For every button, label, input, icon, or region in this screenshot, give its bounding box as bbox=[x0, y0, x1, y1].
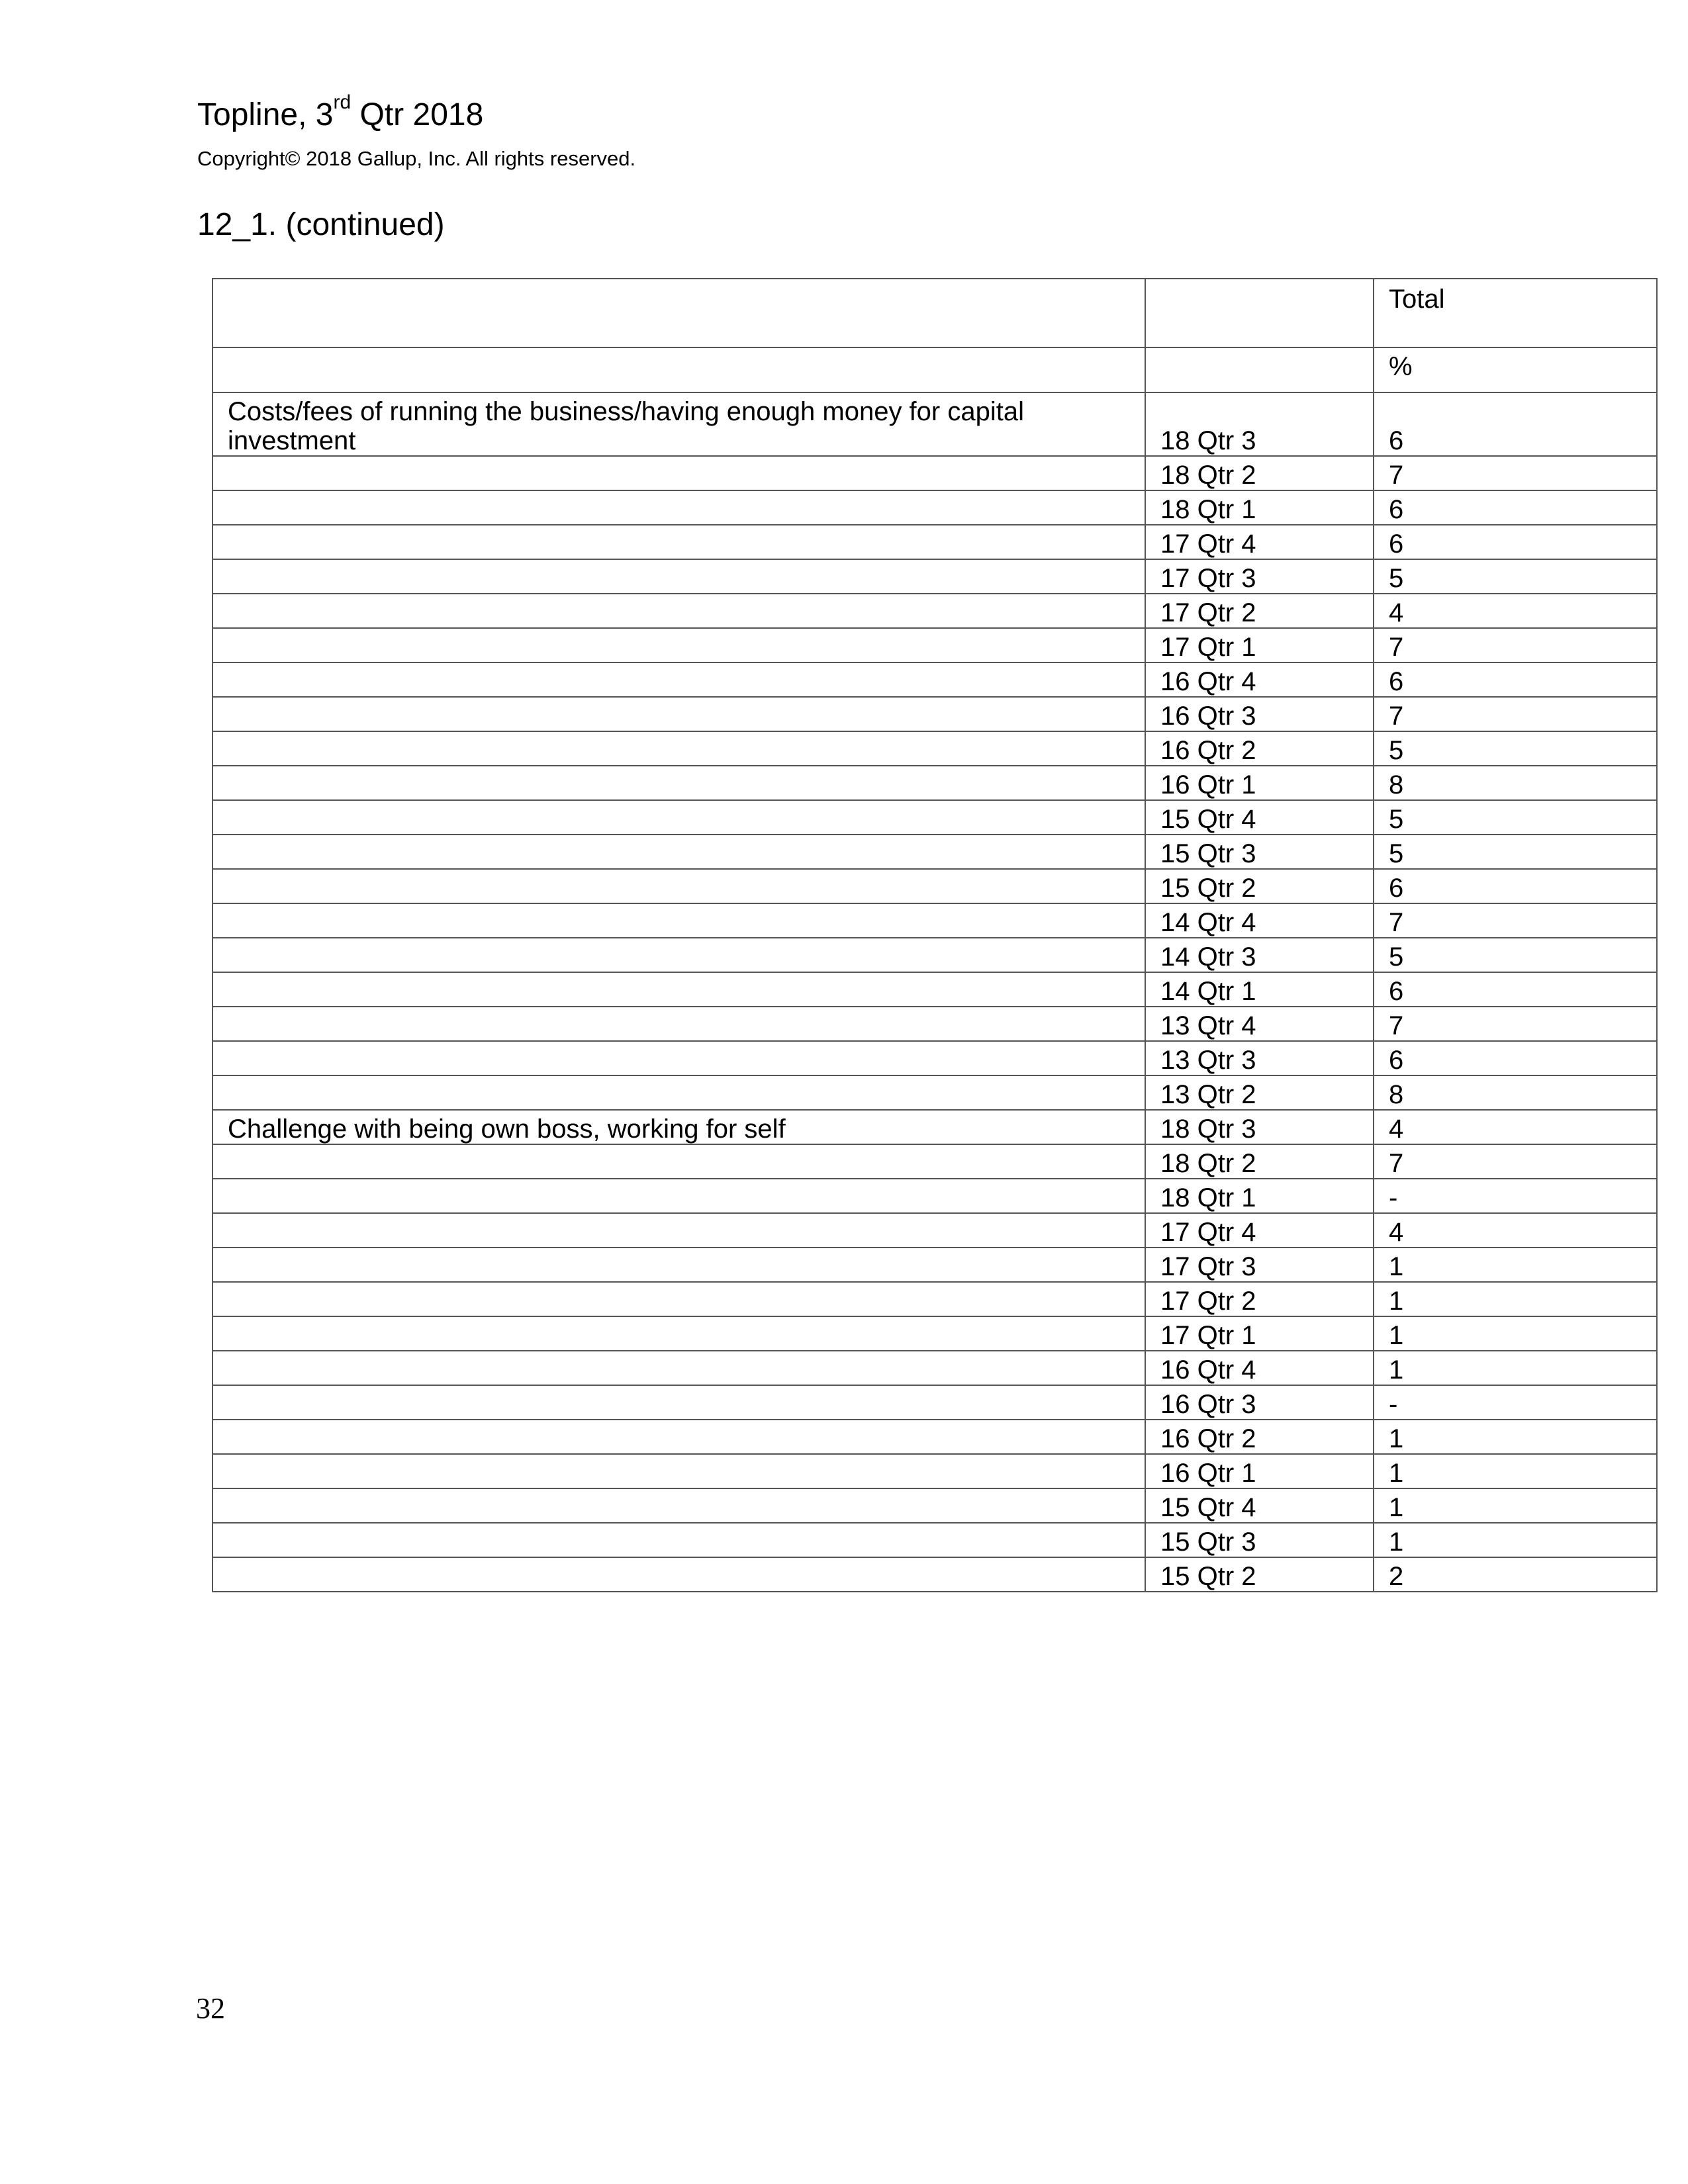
results-table bbox=[212, 278, 1658, 1592]
row-category-empty bbox=[212, 697, 1145, 731]
row-value: 6 bbox=[1374, 525, 1657, 559]
table-row bbox=[212, 1351, 1657, 1385]
row-period: 15 Qtr 2 bbox=[1145, 1557, 1374, 1592]
row-value: 8 bbox=[1374, 1075, 1657, 1110]
table-row bbox=[212, 662, 1657, 697]
units-period-cell bbox=[1145, 347, 1374, 392]
row-value: 6 bbox=[1374, 662, 1657, 697]
row-category-empty bbox=[212, 1351, 1145, 1385]
row-value: 6 bbox=[1374, 869, 1657, 903]
results-table-body bbox=[212, 279, 1657, 1592]
row-value: 4 bbox=[1374, 1110, 1657, 1144]
row-period: 15 Qtr 3 bbox=[1145, 1523, 1374, 1557]
row-category-empty bbox=[212, 835, 1145, 869]
row-period: 16 Qtr 2 bbox=[1145, 1420, 1374, 1454]
report-title-quarter: Qtr 2018 bbox=[351, 97, 484, 132]
table-row bbox=[212, 490, 1657, 525]
table-row bbox=[212, 392, 1657, 456]
table-row bbox=[212, 1523, 1657, 1557]
table-row bbox=[212, 456, 1657, 490]
row-period: 17 Qtr 2 bbox=[1145, 1282, 1374, 1316]
table-units-row bbox=[212, 347, 1657, 392]
row-value: 1 bbox=[1374, 1420, 1657, 1454]
table-row bbox=[212, 1110, 1657, 1144]
row-period: 17 Qtr 1 bbox=[1145, 628, 1374, 662]
row-category-empty bbox=[212, 1316, 1145, 1351]
row-period: 16 Qtr 2 bbox=[1145, 731, 1374, 766]
row-value: 6 bbox=[1374, 490, 1657, 525]
row-period: 16 Qtr 4 bbox=[1145, 1351, 1374, 1385]
row-period: 15 Qtr 2 bbox=[1145, 869, 1374, 903]
row-value: 6 bbox=[1374, 1041, 1657, 1075]
row-category-empty bbox=[212, 1041, 1145, 1075]
row-category-empty bbox=[212, 903, 1145, 938]
row-period: 17 Qtr 3 bbox=[1145, 1248, 1374, 1282]
table-row bbox=[212, 1213, 1657, 1248]
row-period: 14 Qtr 1 bbox=[1145, 972, 1374, 1007]
table-row bbox=[212, 525, 1657, 559]
row-category-empty bbox=[212, 456, 1145, 490]
copyright-notice: Copyright© 2018 Gallup, Inc. All rights reserved. bbox=[197, 147, 636, 170]
row-category-empty bbox=[212, 1282, 1145, 1316]
table-header-row bbox=[212, 279, 1657, 347]
table-row bbox=[212, 869, 1657, 903]
table-row bbox=[212, 1075, 1657, 1110]
row-category-empty bbox=[212, 490, 1145, 525]
row-category-empty bbox=[212, 869, 1145, 903]
row-period: 17 Qtr 4 bbox=[1145, 1213, 1374, 1248]
table-row bbox=[212, 628, 1657, 662]
header-label-cell bbox=[212, 279, 1145, 347]
row-period: 13 Qtr 4 bbox=[1145, 1007, 1374, 1041]
row-value: - bbox=[1374, 1385, 1657, 1420]
report-title bbox=[197, 91, 484, 134]
question-heading: 12_1. (continued) bbox=[197, 207, 445, 242]
row-value: 1 bbox=[1374, 1248, 1657, 1282]
row-value: 7 bbox=[1374, 628, 1657, 662]
table-row bbox=[212, 835, 1657, 869]
table-row bbox=[212, 1454, 1657, 1488]
row-value: 1 bbox=[1374, 1351, 1657, 1385]
row-category-empty bbox=[212, 1420, 1145, 1454]
table-row bbox=[212, 1248, 1657, 1282]
row-period: 18 Qtr 2 bbox=[1145, 456, 1374, 490]
row-value: 7 bbox=[1374, 697, 1657, 731]
row-value: 5 bbox=[1374, 559, 1657, 594]
table-row bbox=[212, 697, 1657, 731]
row-period: 13 Qtr 3 bbox=[1145, 1041, 1374, 1075]
row-value: 1 bbox=[1374, 1523, 1657, 1557]
table-row bbox=[212, 1488, 1657, 1523]
table-row bbox=[212, 1179, 1657, 1213]
table-row bbox=[212, 1041, 1657, 1075]
header-period-cell bbox=[1145, 279, 1374, 347]
row-category-empty bbox=[212, 1144, 1145, 1179]
table-row bbox=[212, 1316, 1657, 1351]
row-period: 14 Qtr 4 bbox=[1145, 903, 1374, 938]
table-row bbox=[212, 731, 1657, 766]
row-period: 17 Qtr 3 bbox=[1145, 559, 1374, 594]
row-value: 7 bbox=[1374, 456, 1657, 490]
row-value: 5 bbox=[1374, 800, 1657, 835]
table-row bbox=[212, 1385, 1657, 1420]
table-row bbox=[212, 559, 1657, 594]
row-value: 5 bbox=[1374, 731, 1657, 766]
row-period: 18 Qtr 3 bbox=[1145, 1110, 1374, 1144]
table-row bbox=[212, 938, 1657, 972]
row-value: 7 bbox=[1374, 903, 1657, 938]
row-category-empty bbox=[212, 1523, 1145, 1557]
table-row bbox=[212, 1557, 1657, 1592]
row-category-empty bbox=[212, 1248, 1145, 1282]
row-category-label: Challenge with being own boss, working for self bbox=[212, 1110, 1145, 1144]
row-category-empty bbox=[212, 559, 1145, 594]
report-title-ordinal: rd bbox=[333, 91, 352, 113]
row-period: 15 Qtr 4 bbox=[1145, 1488, 1374, 1523]
row-value: 5 bbox=[1374, 835, 1657, 869]
row-period: 16 Qtr 4 bbox=[1145, 662, 1374, 697]
table-row bbox=[212, 1282, 1657, 1316]
row-period: 18 Qtr 1 bbox=[1145, 490, 1374, 525]
row-category-empty bbox=[212, 800, 1145, 835]
row-value: 4 bbox=[1374, 1213, 1657, 1248]
row-period: 17 Qtr 4 bbox=[1145, 525, 1374, 559]
row-category-empty bbox=[212, 1075, 1145, 1110]
row-period: 13 Qtr 2 bbox=[1145, 1075, 1374, 1110]
row-period: 15 Qtr 4 bbox=[1145, 800, 1374, 835]
units-label-cell bbox=[212, 347, 1145, 392]
row-category-empty bbox=[212, 1488, 1145, 1523]
row-category-empty bbox=[212, 766, 1145, 800]
row-period: 18 Qtr 3 bbox=[1145, 392, 1374, 456]
row-value: 4 bbox=[1374, 594, 1657, 628]
row-category-empty bbox=[212, 1385, 1145, 1420]
row-category-empty bbox=[212, 594, 1145, 628]
row-period: 18 Qtr 1 bbox=[1145, 1179, 1374, 1213]
row-value: 1 bbox=[1374, 1282, 1657, 1316]
row-category-empty bbox=[212, 1007, 1145, 1041]
row-value: 6 bbox=[1374, 972, 1657, 1007]
row-period: 14 Qtr 3 bbox=[1145, 938, 1374, 972]
row-category-empty bbox=[212, 1454, 1145, 1488]
row-category-empty bbox=[212, 731, 1145, 766]
row-value: 5 bbox=[1374, 938, 1657, 972]
table-row bbox=[212, 594, 1657, 628]
table-row bbox=[212, 972, 1657, 1007]
units-cell: % bbox=[1374, 347, 1657, 392]
table-row bbox=[212, 1007, 1657, 1041]
table-row bbox=[212, 1144, 1657, 1179]
row-value: 1 bbox=[1374, 1454, 1657, 1488]
report-title-text: Topline, 3 bbox=[197, 97, 334, 132]
row-value: 2 bbox=[1374, 1557, 1657, 1592]
page-number: 32 bbox=[196, 1992, 225, 2025]
row-category-empty bbox=[212, 1179, 1145, 1213]
row-period: 16 Qtr 3 bbox=[1145, 1385, 1374, 1420]
row-category-empty bbox=[212, 938, 1145, 972]
table-row bbox=[212, 903, 1657, 938]
table-row bbox=[212, 766, 1657, 800]
row-period: 17 Qtr 1 bbox=[1145, 1316, 1374, 1351]
row-category-label: Costs/fees of running the business/having enough money for capital investment bbox=[212, 392, 1145, 456]
row-period: 16 Qtr 3 bbox=[1145, 697, 1374, 731]
row-period: 16 Qtr 1 bbox=[1145, 766, 1374, 800]
row-value: 6 bbox=[1374, 392, 1657, 456]
row-category-empty bbox=[212, 628, 1145, 662]
table-row bbox=[212, 800, 1657, 835]
header-total-cell: Total bbox=[1374, 279, 1657, 347]
row-value: 7 bbox=[1374, 1144, 1657, 1179]
row-value: 1 bbox=[1374, 1488, 1657, 1523]
row-value: 8 bbox=[1374, 766, 1657, 800]
row-period: 17 Qtr 2 bbox=[1145, 594, 1374, 628]
row-category-empty bbox=[212, 525, 1145, 559]
row-category-empty bbox=[212, 1213, 1145, 1248]
row-period: 16 Qtr 1 bbox=[1145, 1454, 1374, 1488]
row-category-empty bbox=[212, 1557, 1145, 1592]
table-row bbox=[212, 1420, 1657, 1454]
row-category-empty bbox=[212, 972, 1145, 1007]
row-period: 18 Qtr 2 bbox=[1145, 1144, 1374, 1179]
row-value: 1 bbox=[1374, 1316, 1657, 1351]
row-value: 7 bbox=[1374, 1007, 1657, 1041]
row-category-empty bbox=[212, 662, 1145, 697]
row-value: - bbox=[1374, 1179, 1657, 1213]
row-period: 15 Qtr 3 bbox=[1145, 835, 1374, 869]
